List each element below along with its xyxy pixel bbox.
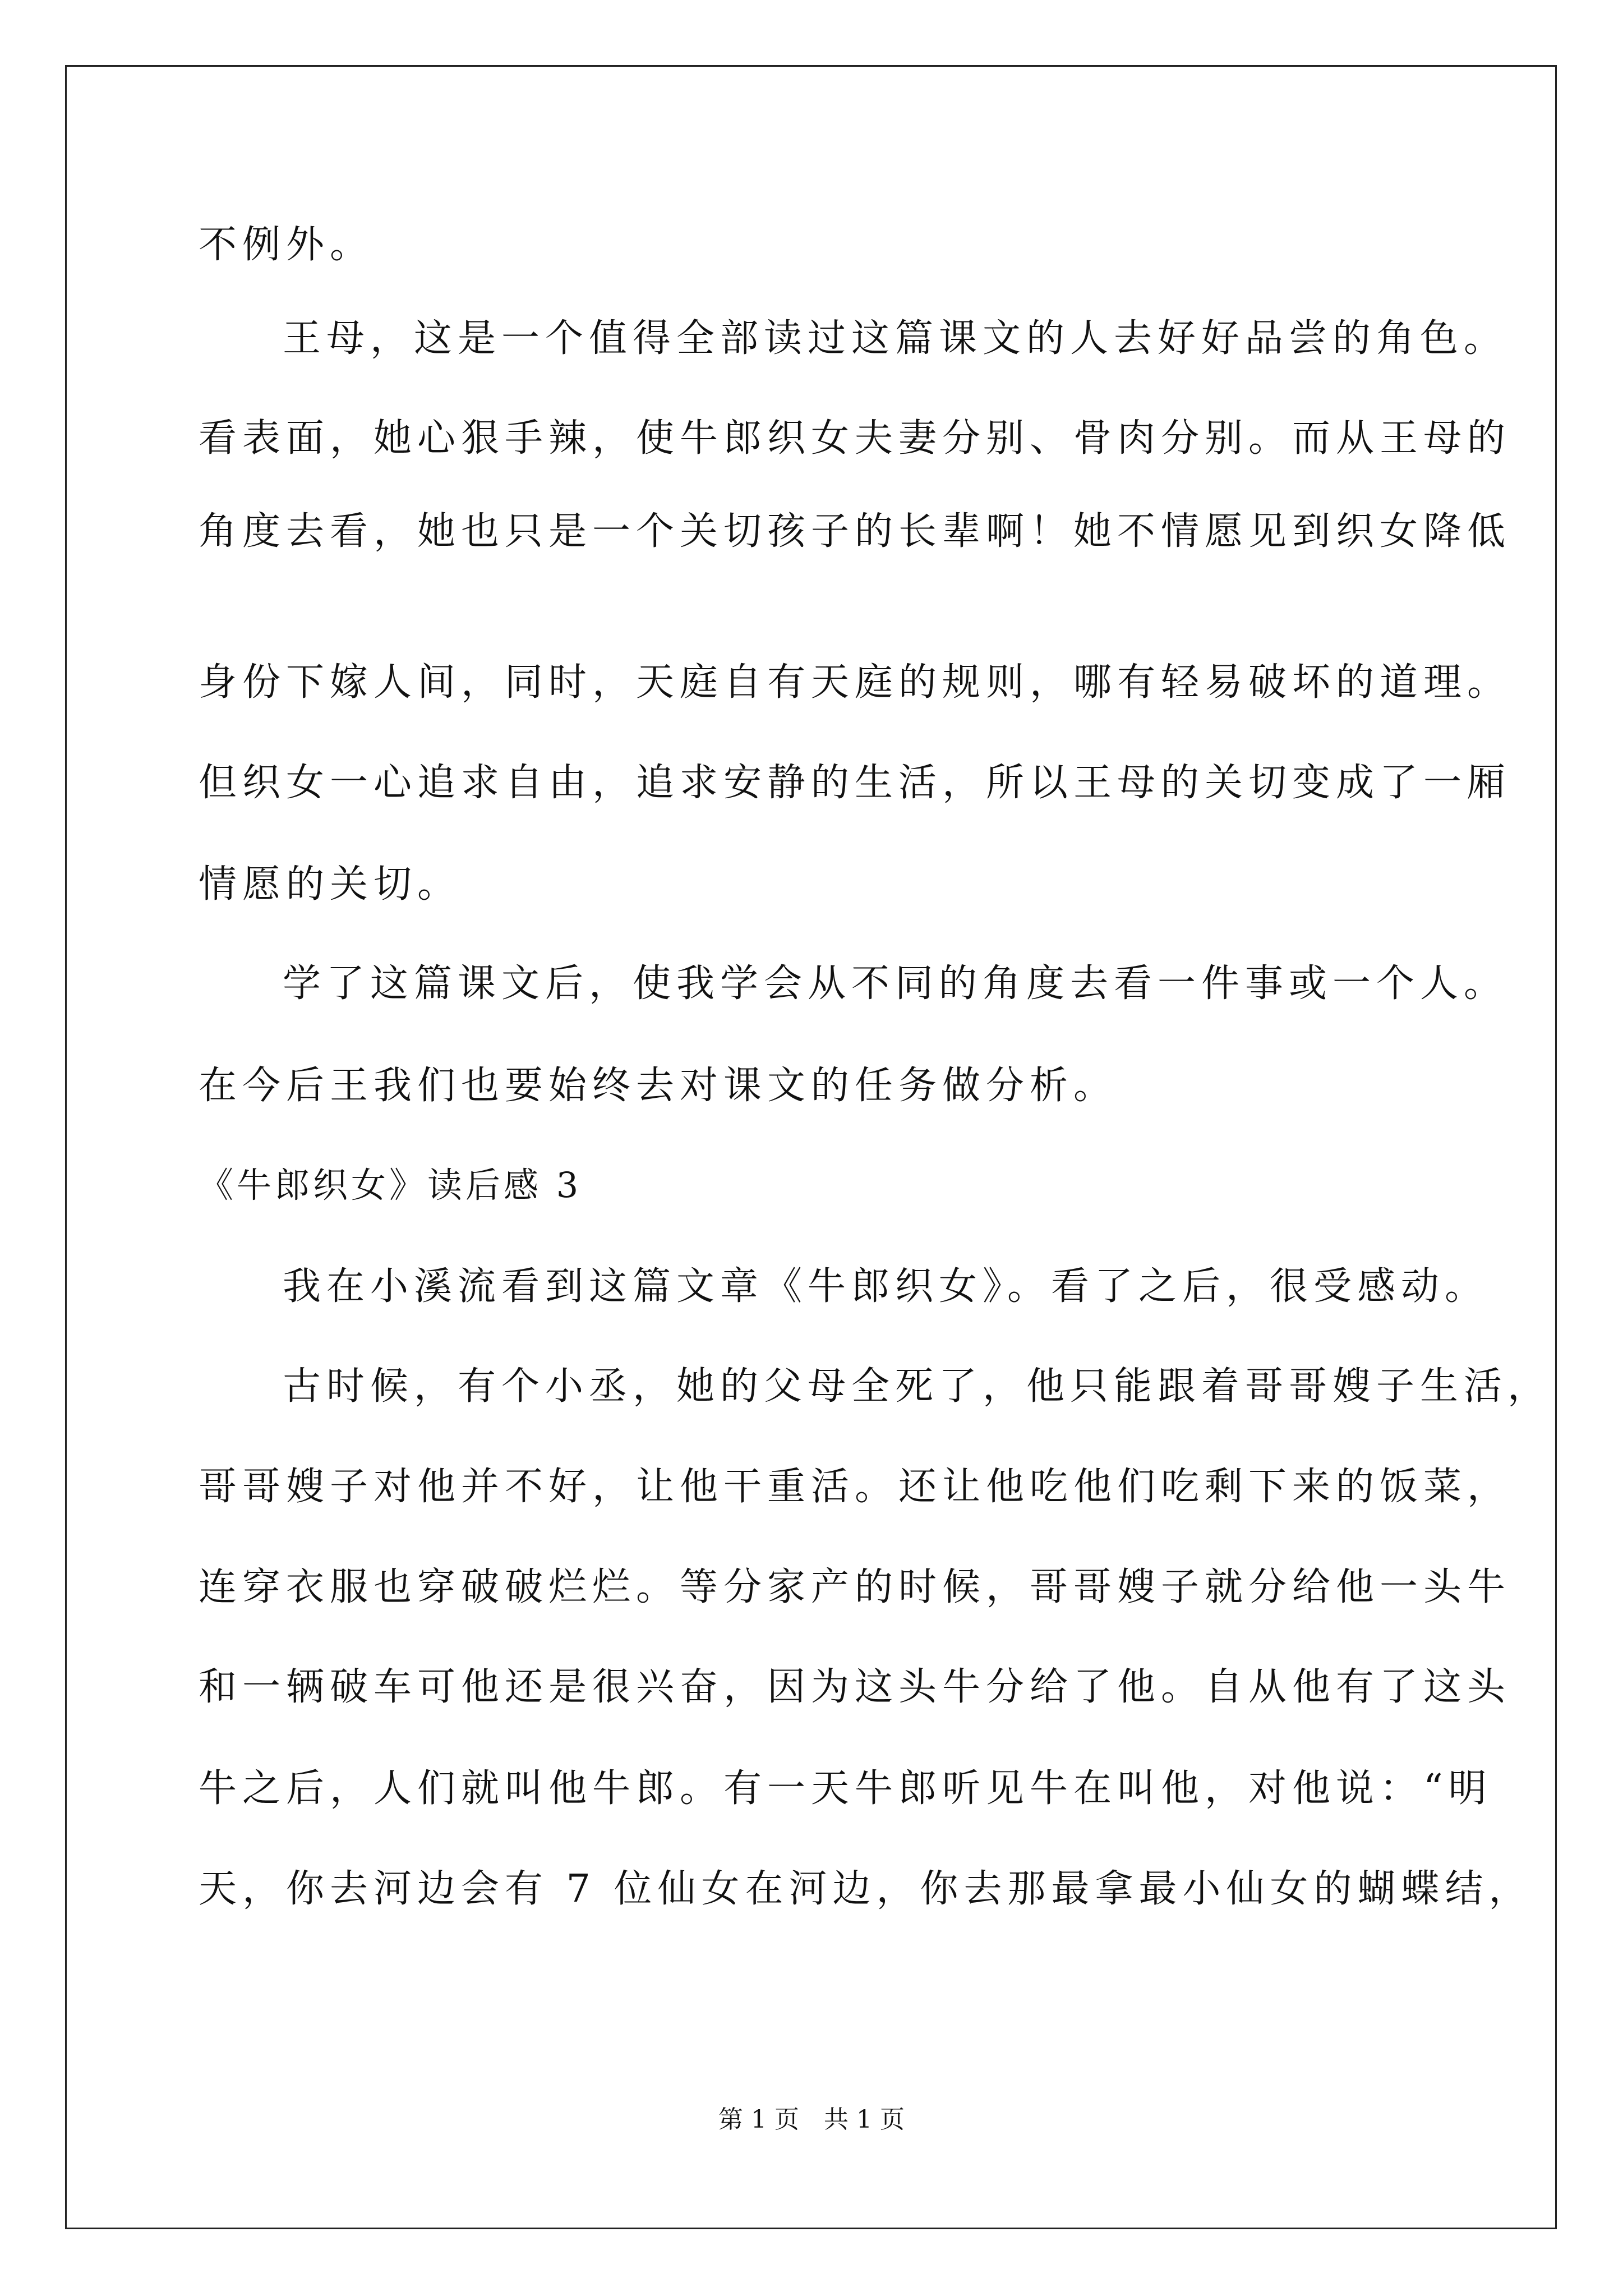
- text-line: 王母，这是一个值得全部读过这篇课文的人去好好品尝的角色。: [283, 316, 1508, 361]
- text-line: 情愿的关切。: [199, 862, 462, 907]
- text-line: 天，你去河边会有 7 位仙女在河边，你去那最拿最小仙女的蝴蝶结，: [199, 1867, 1533, 1911]
- text-line: 看表面，她心狠手辣，使牛郎织女夫妻分别、骨肉分别。而从王母的: [199, 416, 1511, 461]
- text-line: 哥哥嫂子对他并不好，让他干重活。还让他吃他们吃剩下来的饭菜，: [199, 1465, 1511, 1509]
- text-line: 我在小溪流看到这篇文章《牛郎织女》。看了之后，很受感动。: [283, 1264, 1489, 1309]
- text-line: 但织女一心追求自由，追求安静的生活，所以王母的关切变成了一厢: [199, 761, 1511, 805]
- page-footer: 第 1 页 共 1 页: [718, 2105, 905, 2134]
- text-line: 连穿衣服也穿破破烂烂。等分家产的时候，哥哥嫂子就分给他一头牛: [199, 1565, 1511, 1609]
- text-line: 学了这篇课文后，使我学会从不同的角度去看一件事或一个人。: [283, 961, 1508, 1006]
- text-line: 牛之后，人们就叫他牛郎。有一天牛郎听见牛在叫他，对他说：“明: [199, 1766, 1492, 1811]
- text-line: 角度去看，她也只是一个关切孩子的长辈啊！她不情愿见到织女降低: [199, 509, 1511, 554]
- text-line: 和一辆破车可他还是很兴奋，因为这头牛分给了他。自从他有了这头: [199, 1665, 1511, 1709]
- text-line: 古时候，有个小丞，她的父母全死了，他只能跟着哥哥嫂子生活，: [283, 1364, 1552, 1409]
- section-heading: 《牛郎织女》读后感 3: [199, 1165, 582, 1205]
- text-line: 不例外。: [199, 223, 374, 267]
- text-line: 身份下嫁人间，同时，天庭自有天庭的规则，哪有轻易破坏的道理。: [199, 660, 1511, 705]
- text-line: 在今后王我们也要始终去对课文的任务做分析。: [199, 1064, 1118, 1108]
